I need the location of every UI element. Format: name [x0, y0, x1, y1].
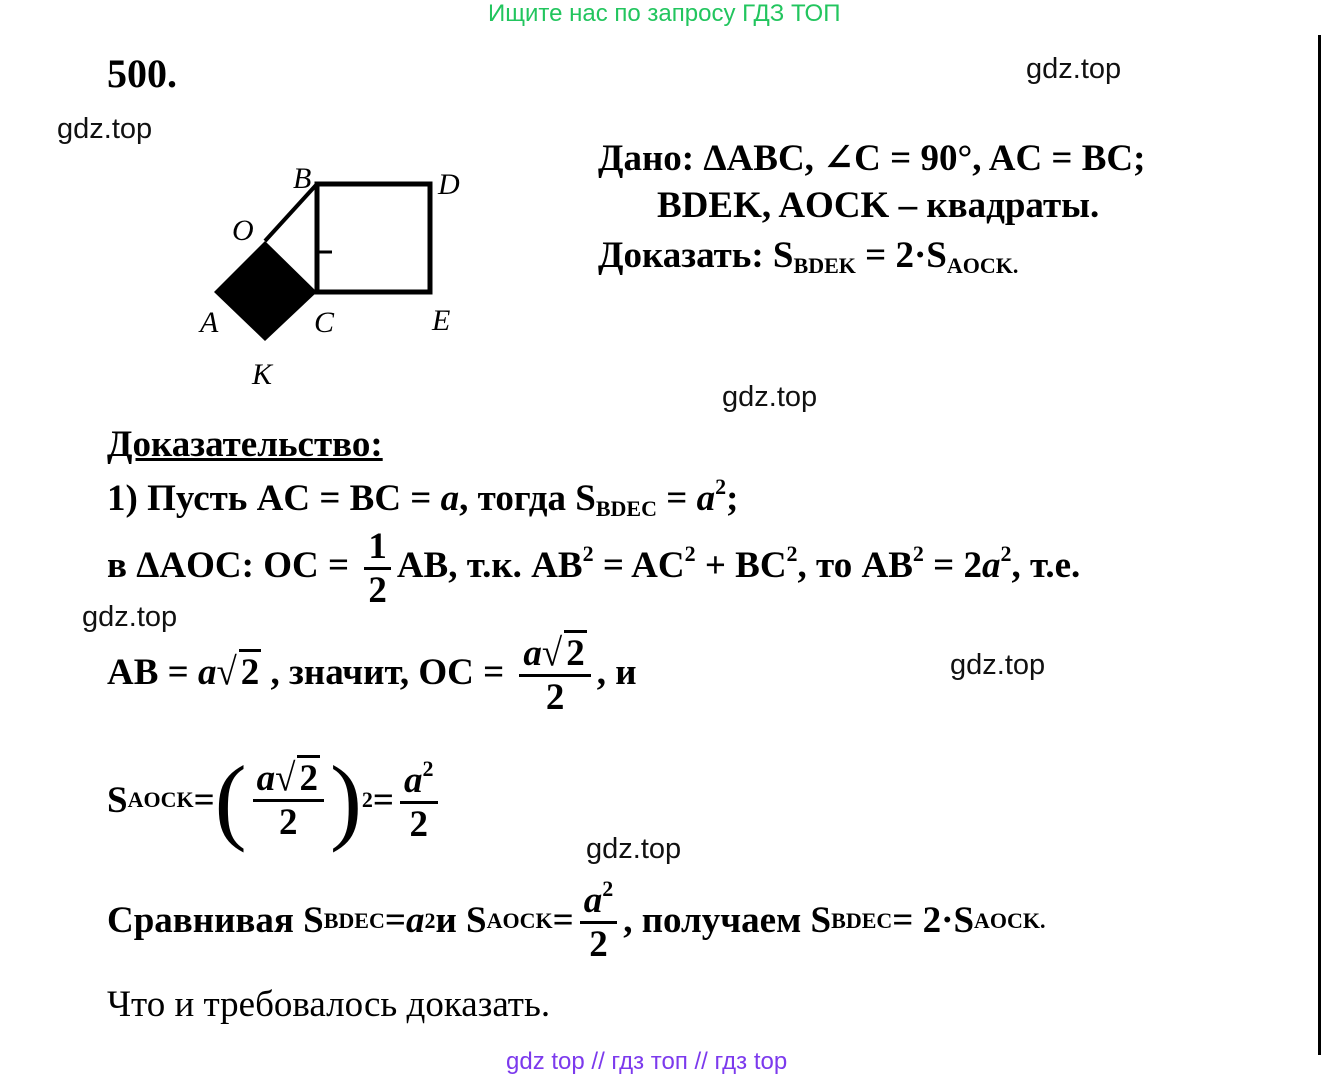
fraction-a2-over-2: $\frac{a^2}{2}$	[400, 758, 438, 843]
proof-line-2: в ΔAOC: OC = $\frac{1}{2}$ AB, т.к. $AB^2 = AC^2 + BC^2$, то $AB^2 = 2a^2$, т.е.	[107, 526, 1081, 611]
given-line-1: Дано: ΔABC, ∠C = 90°, AC = BC;	[598, 138, 1146, 179]
proof-heading: Доказательство:	[107, 424, 383, 465]
label-e: E	[432, 304, 451, 337]
proof-conclusion: Что и требовалось доказать.	[107, 984, 551, 1025]
fraction-oc: $\frac{a√ 2}{2}$	[519, 635, 590, 716]
square-bdek-shape	[317, 184, 430, 292]
proof-line-4: S AOCK = ( $\frac{a√ 2}{2}$ ) 2 = $\frac{a^2}{2}$	[107, 752, 444, 848]
top-banner: Ищите нас по запросу ГДЗ ТОП	[488, 0, 841, 27]
watermark: gdz.top	[950, 649, 1046, 681]
fraction-half: $\frac{1}{2}$	[364, 528, 391, 609]
square-aock-shape	[214, 241, 317, 341]
fraction-in-paren: $\frac{a√ 2}{2}$	[253, 760, 324, 841]
watermark: gdz.top	[1026, 53, 1122, 85]
watermark: gdz.top	[82, 601, 178, 633]
problem-number: 500.	[107, 51, 177, 96]
proof-line-3: AB = a√ 2 , значит, OC = $\frac{a√ 2}{2}$ , и	[107, 631, 637, 718]
watermark: gdz.top	[57, 113, 153, 145]
geometry-figure	[190, 160, 480, 400]
fraction-a2-over-2: $\frac{a^2}{2}$	[580, 878, 618, 963]
label-o: O	[232, 214, 254, 247]
prove-statement: Доказать: $S_{BDEK} = 2\cdot S_{AOCK.}$	[598, 235, 1019, 278]
label-d: D	[438, 168, 460, 201]
label-a: A	[200, 306, 219, 339]
label-c: C	[314, 306, 335, 339]
scan-edge	[1318, 35, 1329, 1055]
footer-links[interactable]: gdz top // гдз топ // гдз top	[506, 1048, 788, 1075]
watermark: gdz.top	[722, 381, 818, 413]
label-k: K	[252, 358, 273, 391]
given-line-2: BDEK, AOCK – квадраты.	[657, 185, 1100, 226]
proof-line-5: Сравнивая S BDEC = a 2 и S AOCK = $\frac{a^2}{2}$ , получаем S BDEC = 2·S AOCK.	[107, 876, 1046, 965]
watermark: gdz.top	[586, 833, 682, 865]
label-b: B	[293, 162, 312, 195]
proof-line-1: 1) Пусть AC = BC = a, тогда $S_{BDEC} = a^2$;	[107, 474, 739, 521]
